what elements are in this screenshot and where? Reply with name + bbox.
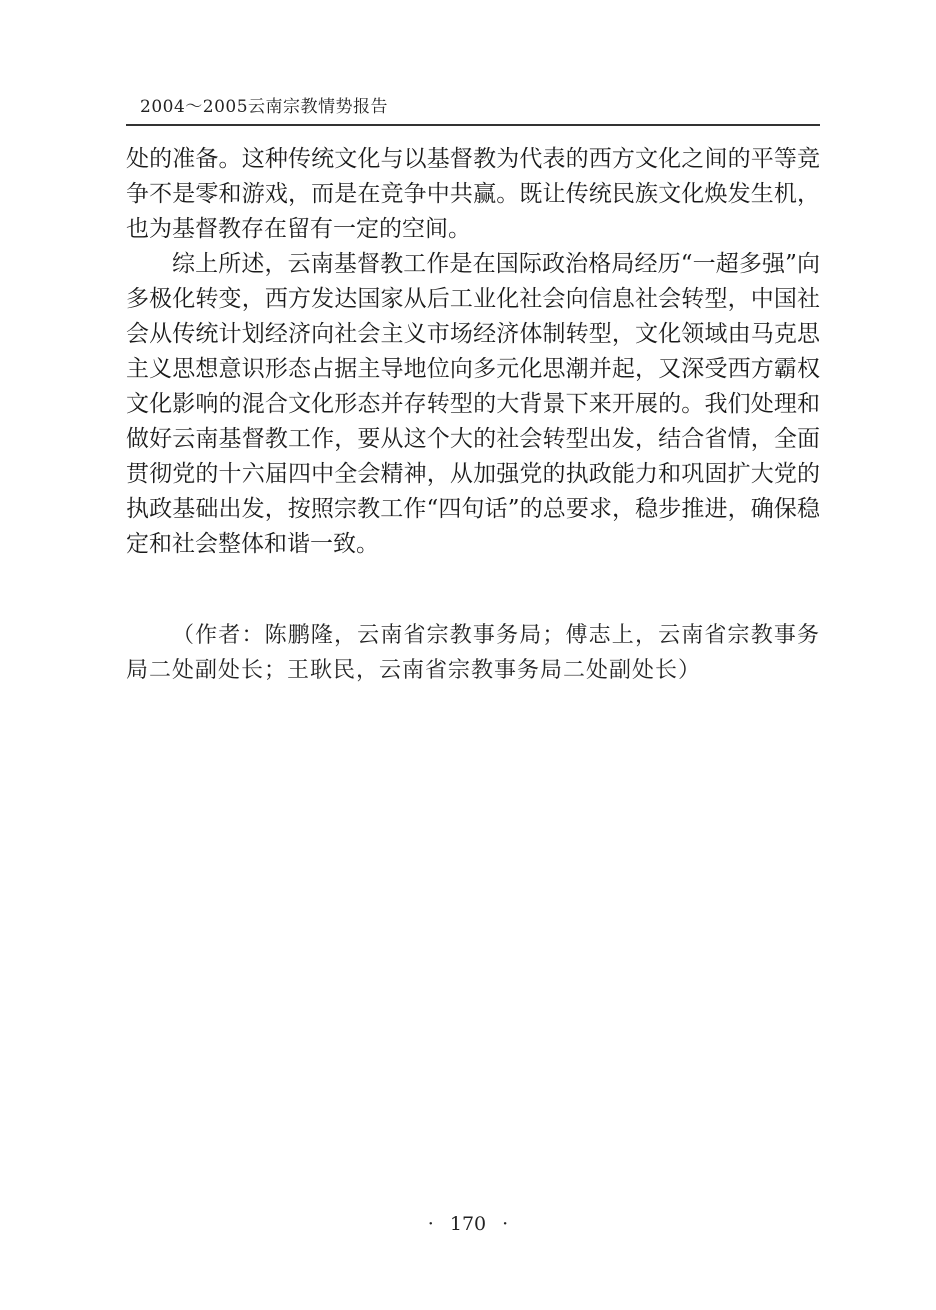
header-rule [126, 124, 820, 126]
page-number [0, 1213, 936, 1235]
running-header: 2004～2005云南宗教情势报告 [140, 97, 389, 117]
page-number-right-dot: · [502, 1213, 509, 1235]
page-number-value: 170 [449, 1213, 487, 1235]
author-note: （作者：陈鹏隆，云南省宗教事务局；傅志上，云南省宗教事务局二处副处长；王耿民，云南省宗教事务局二处副处长） [126, 623, 820, 683]
page-number-left-dot: · [427, 1213, 434, 1235]
paragraph-continuation: 处的准备。这种传统文化与以基督教为代表的西方文化之间的平等竞争不是零和游戏，而是在竞争中共赢。既让传统民族文化焕发生机，也为基督教存在留有一定的空间。 [126, 146, 820, 242]
body-text [126, 142, 820, 562]
paragraph-summary: 综上所述，云南基督教工作是在国际政治格局经历“一超多强”向多极化转变，西方发达国家从后工业化社会向信息社会转型，中国社会从传统计划经济向社会主义市场经济体制转型，文化领域由马克思主义思想意识形态占据主导地位向多元化思潮并起，又深受西方霸权文化影响的混合文化形态并存转型的大背景下来开展的。我们处理和做好云南基督教工作，要从这个大的社会转型出发，结合省情，全面贯彻党的十六届四中全会精神，从加强党的执政能力和巩固扩大党的执政基础出发，按照宗教工作“四句话”的总要求，稳步推进，确保稳定和社会整体和谐一致。 [126, 251, 820, 557]
